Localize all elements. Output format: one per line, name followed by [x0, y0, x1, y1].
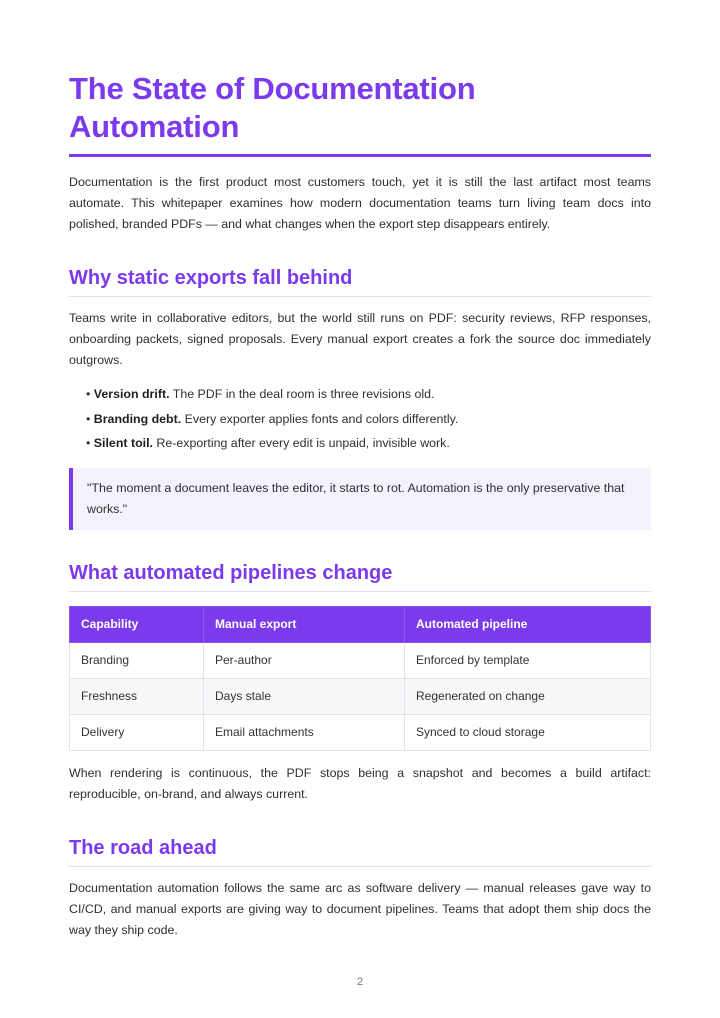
section-paragraph: Documentation automation follows the same arc as software delivery — manual releases gave way to CI/CD, and manual exports are giving way to document pipelines. Teams that adopt them ship docs the way they ship code. — [69, 880, 651, 937]
section-divider — [69, 296, 651, 297]
section-paragraph: When rendering is continuous, the PDF stops being a snapshot and becomes a build artifact: reproducible, on-brand, and always current. — [69, 765, 651, 801]
page-title: The State of Documentation Automation — [69, 71, 476, 144]
section-heading-static-exports: Why static exports fall behind — [69, 267, 353, 289]
page-number: 2 — [356, 976, 364, 988]
table-cell: Synced to cloud storage — [405, 714, 651, 750]
list-item: • Branding debt. Every exporter applies fonts and colors differently. — [86, 411, 459, 426]
table-cell: Per-author — [204, 642, 405, 678]
table-cell: Email attachments — [204, 714, 405, 750]
bullet-list — [69, 382, 651, 456]
table-header-cell: Manual export — [204, 606, 405, 642]
table-header-cell: Capability — [70, 606, 204, 642]
section-heading-road-ahead: The road ahead — [69, 836, 217, 859]
section-paragraph: Teams write in collaborative editors, but the world still runs on PDF: security reviews, RFP responses, onboarding packets, signed proposals. Every manual export creates a fork the source doc immediately outgrows. — [69, 311, 651, 367]
bullet-term: Silent toil. — [93, 436, 153, 450]
table-row — [70, 714, 651, 750]
comparison-table — [69, 606, 651, 751]
table-row — [70, 678, 651, 714]
section-divider — [69, 866, 651, 867]
pull-quote: "The moment a document leaves the editor, it starts to rot. Automation is the only preservative that works." — [69, 468, 651, 530]
list-item: • Version drift. The PDF in the deal room is three revisions old. — [86, 387, 435, 401]
bullet-term: Version drift. — [93, 387, 170, 401]
table-cell: Delivery — [70, 714, 204, 750]
section-divider — [69, 591, 651, 592]
list-item: • Silent toil. Re-exporting after every edit is unpaid, invisible work. — [86, 436, 450, 450]
title-divider — [69, 154, 651, 157]
bullet-term: Branding debt. — [93, 411, 182, 426]
table-cell: Regenerated on change — [405, 678, 651, 714]
table-cell: Freshness — [70, 678, 204, 714]
table-header-row — [70, 606, 651, 642]
table-header-cell: Automated pipeline — [405, 606, 651, 642]
bullet-text: The PDF in the deal room is three revisions old. — [169, 387, 435, 401]
section-heading-automated-pipelines: What automated pipelines change — [69, 561, 393, 584]
intro-paragraph: Documentation is the first product most customers touch, yet it is still the last artifact most teams automate. This whitepaper examines how modern documentation teams turn living team docs into polished, branded PDFs — and what changes when the export step disappears entirely. — [69, 175, 651, 231]
table-cell: Enforced by template — [405, 642, 651, 678]
table-cell: Days stale — [204, 678, 405, 714]
table-row — [70, 642, 651, 678]
bullet-text: Re-exporting after every edit is unpaid, invisible work. — [152, 436, 450, 450]
table-cell: Branding — [70, 642, 204, 678]
bullet-text: Every exporter applies fonts and colors differently. — [181, 411, 459, 426]
